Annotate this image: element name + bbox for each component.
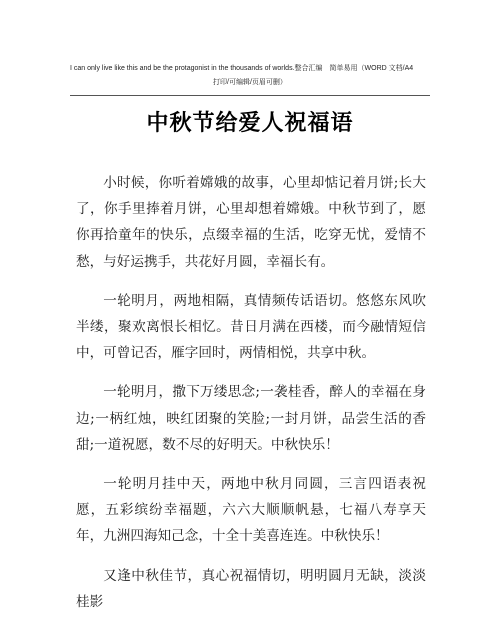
paragraph-2: 一轮明月，两地相隔，真情频传话语切。悠悠东风吹半缕，聚欢离恨长相忆。昔日月满在西楼，而今融情短信中，可曾记否，雁字回时，两情相悦，共享中秋。: [76, 292, 426, 362]
header-line-1: I can only live like this and be the protagonist in the thousands of worlds.整合汇编 简单易用（WORD 文档/A4: [70, 65, 414, 72]
header-line-2: 打印/可编辑/页眉可删）: [213, 79, 287, 86]
document-title: 中秋节给爱人祝福语: [146, 111, 354, 136]
page-header: [70, 62, 430, 90]
header-divider: [70, 95, 430, 96]
document-body: [76, 170, 426, 628]
paragraph-1: 小时候，你听着嫦娥的故事，心里却惦记着月饼;长大了，你手里捧着月饼，心里却想着嫦娥。中秋节到了，愿你再拾童年的快乐，点缀幸福的生活，吃穿无忧，爱情不愁，与好运携手，共花好月圆，幸福长有。: [76, 175, 426, 270]
paragraph-3: 一轮明月，撒下万缕思念;一袭桂香，醉人的幸福在身边;一柄红烛，映红团聚的笑脸;一封月饼，品尝生活的香甜;一道祝愿，数不尽的好明天。中秋快乐！: [76, 384, 426, 453]
paragraph-5: 又逢中秋佳节，真心祝福情切，明明圆月无缺，淡淡桂影: [76, 567, 426, 610]
paragraph-4: 一轮明月挂中天，两地中秋月同圆，三言四语表祝愿，五彩缤纷幸福题，六六大顺顺帆悬，七福八寿享天年，九洲四海知己念，十全十美喜连连。中秋快乐！: [76, 476, 426, 545]
